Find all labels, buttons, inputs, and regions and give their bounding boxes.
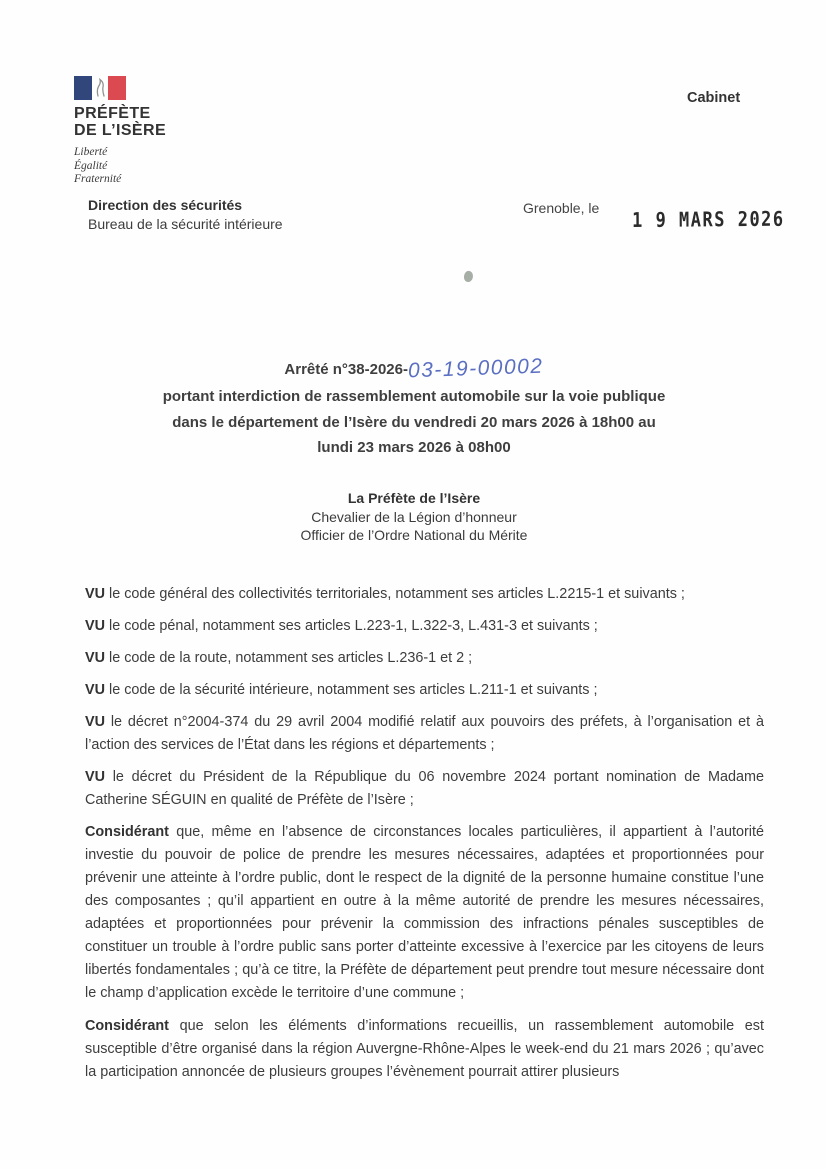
vu-label: VU [85, 618, 105, 634]
considerant-paragraph [85, 1015, 764, 1084]
french-flag-icon [74, 76, 126, 100]
decree-title-line3: dans le département de l’Isère du vendredi 20 mars 2026 à 18h00 au [172, 413, 656, 431]
vu-label: VU [85, 714, 105, 730]
signatory-honor1: Chevalier de la Légion d’honneur [311, 508, 517, 525]
motto-egalite: Égalité [74, 159, 108, 172]
considerant-label: Considérant [85, 1018, 169, 1034]
vu-text: le code pénal, notamment ses articles L.223-1, L.322-3, L.431-3 et suivants ; [105, 618, 598, 634]
vu-label: VU [85, 769, 105, 785]
vu-label: VU [85, 586, 105, 602]
vu-paragraph [85, 647, 764, 670]
signatory-block [74, 489, 754, 545]
vu-text: le décret n°2004-374 du 29 avril 2004 modifié relatif aux pouvoirs des préfets, à l’organisation et à l’action des services de l’État dans les régions et départements ; [85, 714, 764, 753]
vu-paragraph [85, 583, 764, 606]
decree-number-prefix: Arrêté n°38-2026- [284, 361, 408, 378]
direction-label: Direction des sécurités [88, 197, 243, 213]
considerant-text: que, même en l’absence de circonstances locales particulières, il appartient à l’autorité investie du pouvoir de police de prendre les mesures nécessaires, adaptées et proportionnées pour prévenir une atteinte à l’ordre public, dont le respect de la dignité de la personne humaine constitue l’une des composantes ; qu’il appartient en outre à la même autorité de prendre les mesures nécessaires, adaptées et proportionnées pour prévenir la commission des infractions pénales susceptibles de constituer un trouble à l’ordre public sans porter d’atteinte excessive à l’exercice par les citoyens de leurs libertés fondamentales ; qu’à ce titre, la Préfète de département peut prendre tout mesure nécessaire dont le champ d’application excède le territoire d’une commune ; [85, 824, 764, 1001]
signatory-honor2: Officier de l’Ordre National du Mérite [300, 527, 528, 543]
vu-paragraph [85, 679, 764, 702]
vu-text: le décret du Président de la République du 06 novembre 2024 portant nomination de Madame Catherine SÉGUIN en qualité de Préfète de l’Isère ; [85, 769, 764, 808]
vu-text: le code de la route, notamment ses articles L.236-1 et 2 ; [105, 650, 473, 666]
motto-fraternite: Fraternité [74, 173, 122, 185]
vu-label: VU [85, 682, 105, 698]
vu-label: VU [85, 650, 105, 666]
considerant-paragraph [85, 821, 764, 1005]
vu-text: le code de la sécurité intérieure, notamment ses articles L.211-1 et suivants ; [105, 682, 598, 698]
flag-red-band [108, 76, 126, 100]
marianne-icon [92, 76, 108, 100]
prefecture-name-line2: DE L’ISÈRE [74, 122, 167, 139]
prefecture-name-line1: PRÉFÈTE [74, 105, 151, 122]
decree-number-line [74, 356, 754, 384]
decree-title-line4: lundi 23 mars 2026 à 08h00 [317, 439, 511, 457]
prefecture-logo [74, 76, 304, 187]
prefecture-name [74, 105, 304, 139]
decree-title-line2: portant interdiction de rassemblement automobile sur la voie publique [162, 388, 666, 406]
scan-artifact [463, 270, 475, 283]
cabinet-label: Cabinet [687, 90, 741, 106]
decree-title [74, 356, 754, 461]
considerant-label: Considérant [85, 824, 169, 840]
republic-motto [74, 146, 304, 187]
service-block [88, 196, 283, 234]
bureau-label: Bureau de la sécurité intérieure [88, 216, 283, 232]
decree-number-handwritten: 03-19-00002 [407, 354, 544, 383]
flag-blue-band [74, 76, 92, 100]
signatory-title: La Préfète de l’Isère [347, 490, 481, 506]
decree-body [85, 583, 764, 1094]
vu-paragraph [85, 766, 764, 812]
date-stamp: 1 9 MARS 2026 [632, 207, 785, 233]
vu-text: le code général des collectivités territoriales, notamment ses articles L.2215-1 et suivants ; [105, 586, 685, 602]
city-date-label: Grenoble, le [523, 200, 600, 216]
motto-liberte: Liberté [74, 146, 108, 158]
vu-paragraph [85, 711, 764, 757]
considerant-text: que selon les éléments d’informations recueillis, un rassemblement automobile est susceptible d’être organisé dans la région Auvergne-Rhône-Alpes le week-end du 21 mars 2026 ; qu’avec la participation annoncée de plusieurs groupes l’évènement pourrait attirer plusieurs [85, 1018, 764, 1080]
vu-paragraph [85, 615, 764, 638]
